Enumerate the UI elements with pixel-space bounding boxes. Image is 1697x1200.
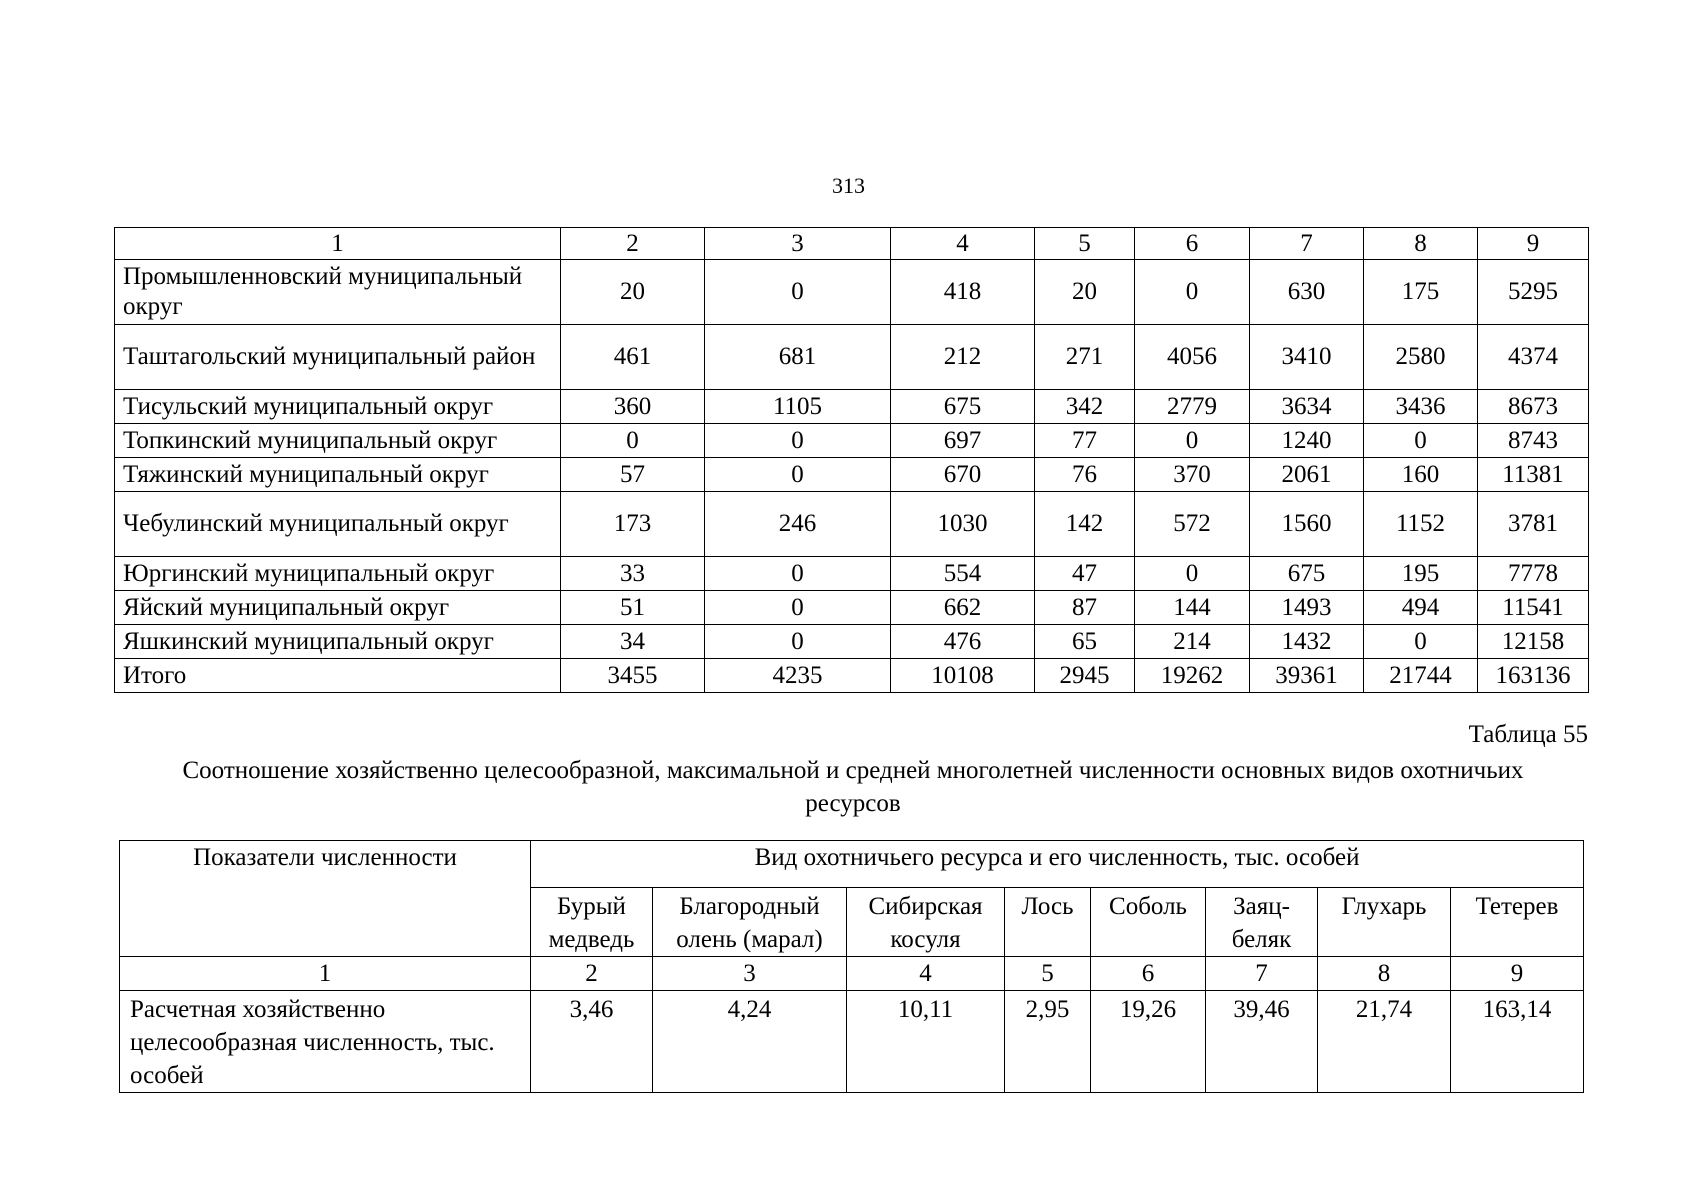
table-cell: 87 [1035, 591, 1135, 625]
table-cell: 271 [1035, 325, 1135, 390]
species-line: Бурый [557, 893, 626, 920]
total-cell: 163136 [1478, 659, 1589, 693]
district-name: Тяжинский муниципальный округ [115, 458, 561, 492]
column-number: 6 [1135, 228, 1250, 260]
table-cell: 11381 [1478, 458, 1589, 492]
district-name: Промышленновский муниципальный округ [115, 260, 561, 325]
species-line: беляк [1231, 926, 1292, 953]
species-header [847, 888, 1005, 957]
column-number: 5 [1035, 228, 1135, 260]
table-cell: 1030 [891, 492, 1035, 557]
table-cell: 3,46 [531, 991, 653, 1093]
table-cell: 47 [1035, 557, 1135, 591]
total-cell: 2945 [1035, 659, 1135, 693]
table-row [115, 625, 1589, 659]
table-cell: 160 [1364, 458, 1478, 492]
species-line: Глухарь [1341, 893, 1427, 920]
table-cell: 1560 [1250, 492, 1364, 557]
hunting-resources-table-continuation [114, 227, 1589, 693]
page-number: 313 [832, 173, 865, 198]
table-cell: 2061 [1250, 458, 1364, 492]
species-header [653, 888, 847, 957]
table-row [115, 591, 1589, 625]
column-number: 5 [1005, 957, 1091, 991]
table-cell: 4056 [1135, 325, 1250, 390]
table-cell: 0 [1364, 625, 1478, 659]
column-number: 4 [847, 957, 1005, 991]
table-cell: 57 [561, 458, 705, 492]
table-cell: 142 [1035, 492, 1135, 557]
table-row [115, 390, 1589, 424]
total-label: Итого [115, 659, 561, 693]
district-name: Тисульский муниципальный округ [115, 390, 561, 424]
table-cell: 4,24 [653, 991, 847, 1093]
table-cell: 554 [891, 557, 1035, 591]
table-cell: 670 [891, 458, 1035, 492]
table-cell: 20 [561, 260, 705, 325]
table-cell: 2580 [1364, 325, 1478, 390]
total-cell: 39361 [1250, 659, 1364, 693]
table-cell: 34 [561, 625, 705, 659]
table-cell: 19,26 [1091, 991, 1206, 1093]
table-cell: 175 [1364, 260, 1478, 325]
species-line: косуля [890, 926, 961, 953]
total-row [115, 659, 1589, 693]
table-cell: 246 [705, 492, 891, 557]
table-row [115, 492, 1589, 557]
table-cell: 65 [1035, 625, 1135, 659]
table-cell: 630 [1250, 260, 1364, 325]
indicator-name: Расчетная хозяйственно целесообразная численность, тыс. особей [120, 991, 531, 1093]
column-number: 7 [1206, 957, 1318, 991]
table-cell: 3634 [1250, 390, 1364, 424]
species-line: Благородный [679, 893, 820, 920]
table-cell: 418 [891, 260, 1035, 325]
table-label: Таблица 55 [1468, 721, 1588, 748]
column-number: 2 [561, 228, 705, 260]
table-cell: 0 [705, 625, 891, 659]
table-cell: 12158 [1478, 625, 1589, 659]
table-row [115, 557, 1589, 591]
table-cell: 1105 [705, 390, 891, 424]
table-cell: 342 [1035, 390, 1135, 424]
table-cell: 0 [705, 260, 891, 325]
table-cell: 0 [1135, 424, 1250, 458]
table-cell: 2779 [1135, 390, 1250, 424]
table-cell: 0 [705, 458, 891, 492]
column-number: 2 [531, 957, 653, 991]
table-row [115, 424, 1589, 458]
table-cell: 3436 [1364, 390, 1478, 424]
table-cell: 8673 [1478, 390, 1589, 424]
table-cell: 0 [705, 424, 891, 458]
table-cell: 3781 [1478, 492, 1589, 557]
table-cell: 572 [1135, 492, 1250, 557]
district-name: Яйский муниципальный округ [115, 591, 561, 625]
table-row [120, 991, 1584, 1093]
table-cell: 173 [561, 492, 705, 557]
table-cell: 11541 [1478, 591, 1589, 625]
table-cell: 214 [1135, 625, 1250, 659]
species-line: Сибирская [868, 893, 983, 920]
table-cell: 494 [1364, 591, 1478, 625]
species-line: медведь [548, 926, 635, 953]
table-cell: 33 [561, 557, 705, 591]
table-cell: 1432 [1250, 625, 1364, 659]
district-name: Топкинский муниципальный округ [115, 424, 561, 458]
species-line: Тетерев [1475, 893, 1559, 920]
total-cell: 4235 [705, 659, 891, 693]
total-cell: 19262 [1135, 659, 1250, 693]
table-cell: 662 [891, 591, 1035, 625]
column-number: 8 [1318, 957, 1451, 991]
table-cell: 21,74 [1318, 991, 1451, 1093]
species-header [1005, 888, 1091, 957]
total-cell: 21744 [1364, 659, 1478, 693]
species-line: Соболь [1109, 893, 1187, 920]
table-cell: 1152 [1364, 492, 1478, 557]
table-cell: 1240 [1250, 424, 1364, 458]
hunting-resources-ratio-table [119, 840, 1584, 1093]
table-cell: 0 [561, 424, 705, 458]
table-cell: 675 [891, 390, 1035, 424]
table-cell: 8743 [1478, 424, 1589, 458]
table-title: Соотношение хозяйственно целесообразной, максимальной и средней многолетней численности основных видов охотничьих ресурсов [182, 757, 1524, 817]
total-cell: 3455 [561, 659, 705, 693]
species-header [531, 888, 653, 957]
table-cell: 20 [1035, 260, 1135, 325]
column-number: 1 [115, 228, 561, 260]
column-number: 6 [1091, 957, 1206, 991]
table-cell: 144 [1135, 591, 1250, 625]
species-line: Лось [1021, 893, 1074, 920]
column-number-row [115, 228, 1589, 260]
table-cell: 51 [561, 591, 705, 625]
table-cell: 76 [1035, 458, 1135, 492]
species-line: Заяц- [1233, 893, 1290, 920]
column-number: 9 [1478, 228, 1589, 260]
district-name: Яшкинский муниципальный округ [115, 625, 561, 659]
table-cell: 5295 [1478, 260, 1589, 325]
column-number: 8 [1364, 228, 1478, 260]
table-cell: 2,95 [1005, 991, 1091, 1093]
table-cell: 7778 [1478, 557, 1589, 591]
table-cell: 0 [1135, 557, 1250, 591]
total-cell: 10108 [891, 659, 1035, 693]
table-cell: 360 [561, 390, 705, 424]
table-cell: 0 [705, 557, 891, 591]
table-cell: 476 [891, 625, 1035, 659]
table-cell: 0 [705, 591, 891, 625]
district-name: Юргинский муниципальный округ [115, 557, 561, 591]
species-group-header: Вид охотничьего ресурса и его численность, тыс. особей [531, 841, 1584, 888]
table-cell: 10,11 [847, 991, 1005, 1093]
table-cell: 1493 [1250, 591, 1364, 625]
header-row [120, 841, 1584, 888]
table-cell: 370 [1135, 458, 1250, 492]
table-cell: 3410 [1250, 325, 1364, 390]
table-cell: 4374 [1478, 325, 1589, 390]
district-name: Таштагольский муниципальный район [115, 325, 561, 390]
column-number: 9 [1451, 957, 1584, 991]
table-cell: 163,14 [1451, 991, 1584, 1093]
table-cell: 212 [891, 325, 1035, 390]
column-number-row [120, 957, 1584, 991]
table-cell: 461 [561, 325, 705, 390]
column-number: 3 [705, 228, 891, 260]
table-cell: 0 [1364, 424, 1478, 458]
species-header [1091, 888, 1206, 957]
species-header [1451, 888, 1584, 957]
table-cell: 39,46 [1206, 991, 1318, 1093]
species-header [1206, 888, 1318, 957]
column-number: 3 [653, 957, 847, 991]
table-cell: 675 [1250, 557, 1364, 591]
species-line: олень (марал) [676, 926, 823, 953]
district-name: Чебулинский муниципальный округ [115, 492, 561, 557]
table-row [115, 260, 1589, 325]
table-cell: 681 [705, 325, 891, 390]
column-number: 4 [891, 228, 1035, 260]
indicators-header: Показатели численности [120, 841, 531, 957]
table-cell: 0 [1135, 260, 1250, 325]
table-cell: 195 [1364, 557, 1478, 591]
species-header [1318, 888, 1451, 957]
column-number: 1 [120, 957, 531, 991]
table-cell: 697 [891, 424, 1035, 458]
column-number: 7 [1250, 228, 1364, 260]
table-row [115, 325, 1589, 390]
table-cell: 77 [1035, 424, 1135, 458]
table-row [115, 458, 1589, 492]
